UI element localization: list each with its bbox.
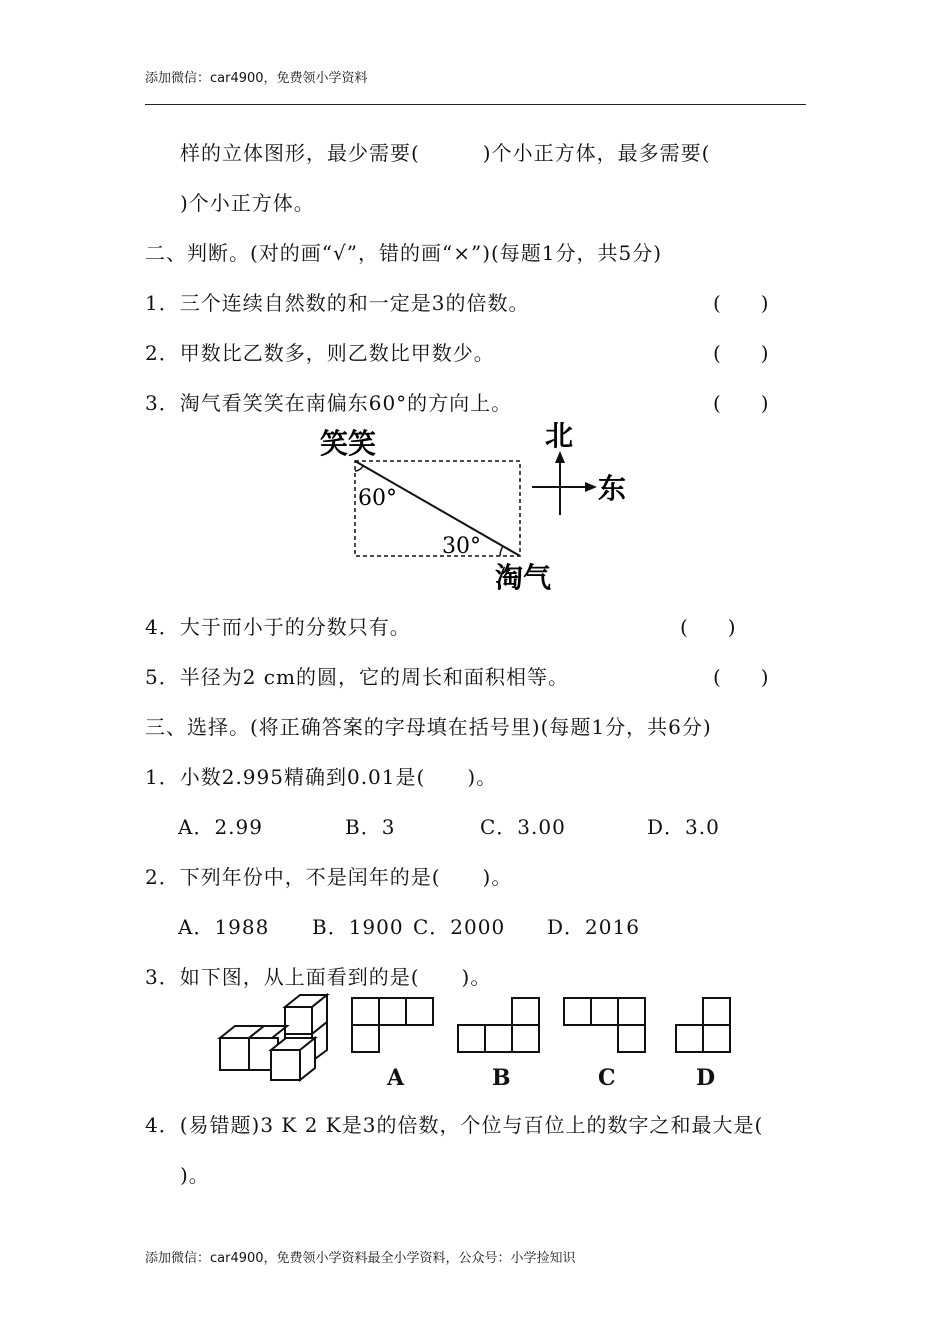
east-arrowhead <box>585 482 597 492</box>
angle-arc-60 <box>355 466 363 471</box>
continued-question-line-1: 样的立体图形，最少需要( )个小正方体，最多需要( <box>180 141 711 165</box>
q1-option-b[interactable]: B．3 <box>345 815 396 839</box>
q2-option-b[interactable]: B．1900 <box>312 915 404 939</box>
view-label-b: B <box>492 1065 511 1090</box>
q1-option-d[interactable]: D．3.0 <box>647 815 720 839</box>
section3-title: 三、选择。(将正确答案的字母填在括号里)(每题1分，共6分) <box>145 715 712 739</box>
cube-views-figure <box>215 990 745 1090</box>
label-xiaoxiao: 笑笑 <box>320 427 377 460</box>
q1-option-a[interactable]: A．2.99 <box>178 815 263 839</box>
answer-bracket-5[interactable]: ( ) <box>713 665 769 689</box>
view-option-b-shape <box>458 998 539 1052</box>
view-label-d: D <box>696 1065 716 1090</box>
view-label-c: C <box>598 1065 616 1090</box>
section2-title: 二、判断。(对的画“√”，错的画“×”)(每题1分，共5分) <box>145 241 663 265</box>
q2-option-a[interactable]: A．1988 <box>178 915 270 939</box>
answer-bracket-4[interactable]: ( ) <box>680 615 736 639</box>
north-arrowhead <box>555 451 565 463</box>
page-footer: 添加微信：car4900，免费领小学资料最全小学资料，公众号：小学捡知识 <box>145 1251 576 1266</box>
judge-item-2: 2．甲数比乙数多，则乙数比甲数少。 <box>145 341 495 365</box>
view-option-a-shape <box>352 998 433 1052</box>
answer-bracket-1[interactable]: ( ) <box>713 291 769 315</box>
view-option-c-shape <box>564 998 645 1052</box>
judge-item-4: 4．大于而小于的分数只有。 <box>145 615 411 639</box>
page-header: 添加微信：car4900，免费领小学资料 <box>145 71 368 86</box>
q2-option-c[interactable]: C．2000 <box>413 915 506 939</box>
label-north: 北 <box>545 419 574 452</box>
label-angle-30: 30° <box>442 534 481 559</box>
judge-item-5: 5．半径为2 cm的圆，它的周长和面积相等。 <box>145 665 569 689</box>
direction-figure <box>300 415 640 600</box>
judge-item-3: 3．淘气看笑笑在南偏东60°的方向上。 <box>145 391 513 415</box>
continued-question-line-2: )个小正方体。 <box>180 191 315 215</box>
choice-question-2: 2．下列年份中，不是闰年的是( )。 <box>145 865 513 889</box>
judge-item-1: 1．三个连续自然数的和一定是3的倍数。 <box>145 291 530 315</box>
label-east: 东 <box>598 472 627 505</box>
header-rule <box>145 104 806 105</box>
choice-question-1: 1．小数2.995精确到0.01是( )。 <box>145 765 498 789</box>
angle-arc-30 <box>500 546 503 556</box>
label-taoqi: 淘气 <box>495 561 552 594</box>
view-option-d-shape <box>676 998 730 1052</box>
label-angle-60: 60° <box>358 486 397 511</box>
choice-question-3: 3．如下图，从上面看到的是( )。 <box>145 965 492 989</box>
choice-question-4-line-1: 4．(易错题)3 K 2 K是3的倍数，个位与百位上的数字之和最大是( <box>145 1113 764 1137</box>
q1-option-c[interactable]: C．3.00 <box>480 815 566 839</box>
view-label-a: A <box>387 1065 405 1090</box>
answer-bracket-3[interactable]: ( ) <box>713 391 769 415</box>
choice-question-4-line-2: )。 <box>180 1163 210 1187</box>
answer-bracket-2[interactable]: ( ) <box>713 341 769 365</box>
q2-option-d[interactable]: D．2016 <box>547 915 640 939</box>
cube-stack-drawing <box>220 995 327 1080</box>
